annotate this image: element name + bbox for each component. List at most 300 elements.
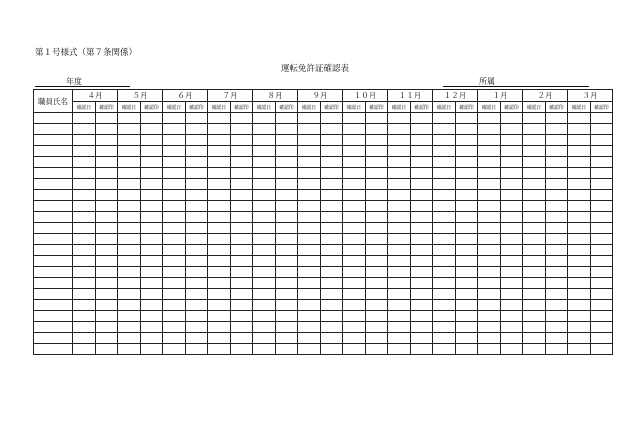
confirm-seal-cell[interactable] bbox=[590, 113, 613, 124]
confirm-seal-cell[interactable] bbox=[410, 322, 433, 333]
staff-name-cell[interactable] bbox=[34, 289, 73, 300]
confirm-seal-cell[interactable] bbox=[185, 278, 208, 289]
confirm-date-cell[interactable] bbox=[118, 146, 141, 157]
confirm-seal-cell[interactable] bbox=[365, 344, 388, 355]
confirm-date-cell[interactable] bbox=[433, 157, 456, 168]
confirm-date-cell[interactable] bbox=[523, 157, 546, 168]
confirm-seal-cell[interactable] bbox=[95, 322, 118, 333]
confirm-date-cell[interactable] bbox=[118, 234, 141, 245]
confirm-date-cell[interactable] bbox=[73, 223, 96, 234]
confirm-seal-cell[interactable] bbox=[545, 267, 568, 278]
confirm-date-cell[interactable] bbox=[73, 267, 96, 278]
staff-name-cell[interactable] bbox=[34, 234, 73, 245]
confirm-seal-cell[interactable] bbox=[140, 113, 163, 124]
confirm-date-cell[interactable] bbox=[73, 135, 96, 146]
confirm-seal-cell[interactable] bbox=[500, 344, 523, 355]
confirm-seal-cell[interactable] bbox=[545, 212, 568, 223]
confirm-date-cell[interactable] bbox=[118, 113, 141, 124]
confirm-date-cell[interactable] bbox=[568, 300, 591, 311]
confirm-date-cell[interactable] bbox=[433, 201, 456, 212]
confirm-date-cell[interactable] bbox=[208, 333, 231, 344]
confirm-seal-cell[interactable] bbox=[230, 179, 253, 190]
confirm-seal-cell[interactable] bbox=[320, 322, 343, 333]
confirm-seal-cell[interactable] bbox=[275, 157, 298, 168]
confirm-date-cell[interactable] bbox=[253, 146, 276, 157]
confirm-seal-cell[interactable] bbox=[140, 322, 163, 333]
confirm-seal-cell[interactable] bbox=[95, 234, 118, 245]
confirm-seal-cell[interactable] bbox=[320, 234, 343, 245]
confirm-seal-cell[interactable] bbox=[320, 245, 343, 256]
confirm-date-cell[interactable] bbox=[433, 300, 456, 311]
confirm-seal-cell[interactable] bbox=[275, 168, 298, 179]
confirm-seal-cell[interactable] bbox=[140, 201, 163, 212]
confirm-date-cell[interactable] bbox=[388, 223, 411, 234]
confirm-date-cell[interactable] bbox=[433, 124, 456, 135]
confirm-seal-cell[interactable] bbox=[95, 157, 118, 168]
confirm-date-cell[interactable] bbox=[253, 201, 276, 212]
confirm-date-cell[interactable] bbox=[118, 223, 141, 234]
confirm-date-cell[interactable] bbox=[73, 245, 96, 256]
confirm-date-cell[interactable] bbox=[163, 267, 186, 278]
confirm-seal-cell[interactable] bbox=[230, 234, 253, 245]
confirm-seal-cell[interactable] bbox=[320, 201, 343, 212]
confirm-date-cell[interactable] bbox=[388, 212, 411, 223]
confirm-seal-cell[interactable] bbox=[545, 278, 568, 289]
confirm-date-cell[interactable] bbox=[253, 124, 276, 135]
confirm-date-cell[interactable] bbox=[208, 201, 231, 212]
confirm-seal-cell[interactable] bbox=[500, 146, 523, 157]
confirm-date-cell[interactable] bbox=[478, 223, 501, 234]
confirm-seal-cell[interactable] bbox=[275, 311, 298, 322]
confirm-date-cell[interactable] bbox=[163, 256, 186, 267]
confirm-date-cell[interactable] bbox=[388, 311, 411, 322]
confirm-date-cell[interactable] bbox=[208, 146, 231, 157]
confirm-date-cell[interactable] bbox=[568, 190, 591, 201]
confirm-seal-cell[interactable] bbox=[185, 289, 208, 300]
confirm-date-cell[interactable] bbox=[73, 168, 96, 179]
confirm-date-cell[interactable] bbox=[253, 300, 276, 311]
confirm-seal-cell[interactable] bbox=[230, 135, 253, 146]
confirm-date-cell[interactable] bbox=[343, 124, 366, 135]
confirm-date-cell[interactable] bbox=[163, 135, 186, 146]
confirm-seal-cell[interactable] bbox=[410, 344, 433, 355]
confirm-seal-cell[interactable] bbox=[455, 124, 478, 135]
confirm-seal-cell[interactable] bbox=[140, 267, 163, 278]
confirm-date-cell[interactable] bbox=[388, 245, 411, 256]
confirm-seal-cell[interactable] bbox=[230, 223, 253, 234]
confirm-date-cell[interactable] bbox=[163, 223, 186, 234]
confirm-date-cell[interactable] bbox=[163, 168, 186, 179]
confirm-date-cell[interactable] bbox=[433, 256, 456, 267]
staff-name-cell[interactable] bbox=[34, 190, 73, 201]
confirm-seal-cell[interactable] bbox=[95, 300, 118, 311]
confirm-date-cell[interactable] bbox=[253, 267, 276, 278]
confirm-date-cell[interactable] bbox=[478, 267, 501, 278]
confirm-seal-cell[interactable] bbox=[320, 267, 343, 278]
confirm-seal-cell[interactable] bbox=[275, 344, 298, 355]
confirm-date-cell[interactable] bbox=[478, 344, 501, 355]
confirm-date-cell[interactable] bbox=[568, 146, 591, 157]
confirm-seal-cell[interactable] bbox=[140, 278, 163, 289]
confirm-date-cell[interactable] bbox=[388, 333, 411, 344]
confirm-date-cell[interactable] bbox=[523, 168, 546, 179]
confirm-seal-cell[interactable] bbox=[275, 179, 298, 190]
confirm-date-cell[interactable] bbox=[343, 201, 366, 212]
confirm-seal-cell[interactable] bbox=[320, 278, 343, 289]
confirm-seal-cell[interactable] bbox=[140, 256, 163, 267]
confirm-seal-cell[interactable] bbox=[185, 179, 208, 190]
confirm-date-cell[interactable] bbox=[298, 267, 321, 278]
confirm-seal-cell[interactable] bbox=[455, 289, 478, 300]
confirm-date-cell[interactable] bbox=[388, 124, 411, 135]
confirm-seal-cell[interactable] bbox=[365, 311, 388, 322]
confirm-date-cell[interactable] bbox=[343, 146, 366, 157]
confirm-date-cell[interactable] bbox=[343, 311, 366, 322]
confirm-date-cell[interactable] bbox=[298, 157, 321, 168]
confirm-seal-cell[interactable] bbox=[455, 245, 478, 256]
confirm-date-cell[interactable] bbox=[388, 113, 411, 124]
confirm-date-cell[interactable] bbox=[163, 190, 186, 201]
confirm-seal-cell[interactable] bbox=[275, 223, 298, 234]
confirm-date-cell[interactable] bbox=[208, 223, 231, 234]
confirm-date-cell[interactable] bbox=[523, 267, 546, 278]
confirm-date-cell[interactable] bbox=[118, 289, 141, 300]
confirm-seal-cell[interactable] bbox=[455, 135, 478, 146]
confirm-seal-cell[interactable] bbox=[365, 289, 388, 300]
confirm-seal-cell[interactable] bbox=[95, 223, 118, 234]
staff-name-cell[interactable] bbox=[34, 212, 73, 223]
confirm-seal-cell[interactable] bbox=[455, 322, 478, 333]
confirm-date-cell[interactable] bbox=[523, 245, 546, 256]
confirm-date-cell[interactable] bbox=[433, 223, 456, 234]
confirm-seal-cell[interactable] bbox=[230, 267, 253, 278]
confirm-date-cell[interactable] bbox=[208, 212, 231, 223]
confirm-date-cell[interactable] bbox=[568, 344, 591, 355]
confirm-date-cell[interactable] bbox=[433, 168, 456, 179]
confirm-seal-cell[interactable] bbox=[455, 344, 478, 355]
confirm-seal-cell[interactable] bbox=[230, 333, 253, 344]
confirm-date-cell[interactable] bbox=[208, 256, 231, 267]
confirm-seal-cell[interactable] bbox=[590, 146, 613, 157]
confirm-date-cell[interactable] bbox=[523, 289, 546, 300]
confirm-seal-cell[interactable] bbox=[545, 201, 568, 212]
confirm-date-cell[interactable] bbox=[298, 201, 321, 212]
confirm-date-cell[interactable] bbox=[523, 322, 546, 333]
confirm-date-cell[interactable] bbox=[298, 223, 321, 234]
confirm-seal-cell[interactable] bbox=[95, 311, 118, 322]
confirm-date-cell[interactable] bbox=[163, 179, 186, 190]
confirm-date-cell[interactable] bbox=[73, 333, 96, 344]
confirm-date-cell[interactable] bbox=[388, 278, 411, 289]
confirm-seal-cell[interactable] bbox=[410, 311, 433, 322]
confirm-date-cell[interactable] bbox=[343, 179, 366, 190]
confirm-date-cell[interactable] bbox=[253, 190, 276, 201]
confirm-date-cell[interactable] bbox=[478, 322, 501, 333]
confirm-seal-cell[interactable] bbox=[545, 245, 568, 256]
confirm-date-cell[interactable] bbox=[433, 278, 456, 289]
confirm-date-cell[interactable] bbox=[388, 146, 411, 157]
confirm-seal-cell[interactable] bbox=[140, 311, 163, 322]
confirm-seal-cell[interactable] bbox=[590, 333, 613, 344]
confirm-seal-cell[interactable] bbox=[275, 190, 298, 201]
confirm-date-cell[interactable] bbox=[163, 146, 186, 157]
staff-name-cell[interactable] bbox=[34, 278, 73, 289]
confirm-date-cell[interactable] bbox=[118, 135, 141, 146]
confirm-seal-cell[interactable] bbox=[455, 300, 478, 311]
confirm-date-cell[interactable] bbox=[568, 223, 591, 234]
confirm-date-cell[interactable] bbox=[433, 289, 456, 300]
confirm-date-cell[interactable] bbox=[388, 135, 411, 146]
confirm-date-cell[interactable] bbox=[343, 300, 366, 311]
confirm-date-cell[interactable] bbox=[568, 322, 591, 333]
confirm-date-cell[interactable] bbox=[298, 124, 321, 135]
confirm-date-cell[interactable] bbox=[343, 245, 366, 256]
confirm-date-cell[interactable] bbox=[523, 333, 546, 344]
confirm-seal-cell[interactable] bbox=[140, 300, 163, 311]
confirm-date-cell[interactable] bbox=[73, 300, 96, 311]
confirm-date-cell[interactable] bbox=[73, 146, 96, 157]
confirm-date-cell[interactable] bbox=[568, 289, 591, 300]
confirm-date-cell[interactable] bbox=[568, 245, 591, 256]
confirm-seal-cell[interactable] bbox=[275, 278, 298, 289]
confirm-seal-cell[interactable] bbox=[185, 212, 208, 223]
confirm-date-cell[interactable] bbox=[163, 212, 186, 223]
confirm-date-cell[interactable] bbox=[253, 245, 276, 256]
confirm-seal-cell[interactable] bbox=[365, 223, 388, 234]
confirm-date-cell[interactable] bbox=[253, 234, 276, 245]
confirm-date-cell[interactable] bbox=[568, 311, 591, 322]
confirm-date-cell[interactable] bbox=[253, 157, 276, 168]
confirm-seal-cell[interactable] bbox=[455, 278, 478, 289]
confirm-seal-cell[interactable] bbox=[230, 344, 253, 355]
confirm-date-cell[interactable] bbox=[118, 168, 141, 179]
confirm-seal-cell[interactable] bbox=[275, 289, 298, 300]
confirm-date-cell[interactable] bbox=[523, 234, 546, 245]
confirm-date-cell[interactable] bbox=[478, 234, 501, 245]
confirm-seal-cell[interactable] bbox=[590, 322, 613, 333]
confirm-seal-cell[interactable] bbox=[275, 201, 298, 212]
confirm-date-cell[interactable] bbox=[523, 212, 546, 223]
confirm-date-cell[interactable] bbox=[388, 344, 411, 355]
confirm-seal-cell[interactable] bbox=[365, 267, 388, 278]
confirm-date-cell[interactable] bbox=[433, 212, 456, 223]
confirm-date-cell[interactable] bbox=[568, 113, 591, 124]
confirm-date-cell[interactable] bbox=[118, 300, 141, 311]
confirm-seal-cell[interactable] bbox=[95, 256, 118, 267]
confirm-seal-cell[interactable] bbox=[320, 190, 343, 201]
confirm-seal-cell[interactable] bbox=[140, 124, 163, 135]
confirm-date-cell[interactable] bbox=[208, 179, 231, 190]
confirm-date-cell[interactable] bbox=[478, 256, 501, 267]
confirm-date-cell[interactable] bbox=[523, 135, 546, 146]
confirm-seal-cell[interactable] bbox=[140, 179, 163, 190]
confirm-date-cell[interactable] bbox=[208, 135, 231, 146]
confirm-date-cell[interactable] bbox=[478, 113, 501, 124]
confirm-seal-cell[interactable] bbox=[410, 300, 433, 311]
confirm-date-cell[interactable] bbox=[163, 300, 186, 311]
confirm-date-cell[interactable] bbox=[478, 300, 501, 311]
confirm-date-cell[interactable] bbox=[298, 179, 321, 190]
confirm-seal-cell[interactable] bbox=[590, 289, 613, 300]
confirm-seal-cell[interactable] bbox=[500, 311, 523, 322]
confirm-seal-cell[interactable] bbox=[320, 333, 343, 344]
confirm-date-cell[interactable] bbox=[163, 113, 186, 124]
confirm-date-cell[interactable] bbox=[298, 333, 321, 344]
confirm-seal-cell[interactable] bbox=[140, 168, 163, 179]
confirm-seal-cell[interactable] bbox=[275, 300, 298, 311]
confirm-date-cell[interactable] bbox=[208, 267, 231, 278]
confirm-seal-cell[interactable] bbox=[365, 201, 388, 212]
confirm-date-cell[interactable] bbox=[208, 234, 231, 245]
confirm-seal-cell[interactable] bbox=[365, 278, 388, 289]
staff-name-cell[interactable] bbox=[34, 124, 73, 135]
confirm-seal-cell[interactable] bbox=[500, 289, 523, 300]
confirm-date-cell[interactable] bbox=[298, 168, 321, 179]
confirm-date-cell[interactable] bbox=[208, 289, 231, 300]
confirm-seal-cell[interactable] bbox=[545, 333, 568, 344]
confirm-seal-cell[interactable] bbox=[545, 289, 568, 300]
confirm-seal-cell[interactable] bbox=[410, 245, 433, 256]
confirm-date-cell[interactable] bbox=[73, 278, 96, 289]
confirm-seal-cell[interactable] bbox=[140, 289, 163, 300]
confirm-seal-cell[interactable] bbox=[365, 113, 388, 124]
staff-name-cell[interactable] bbox=[34, 201, 73, 212]
confirm-date-cell[interactable] bbox=[388, 289, 411, 300]
confirm-seal-cell[interactable] bbox=[545, 344, 568, 355]
confirm-date-cell[interactable] bbox=[253, 168, 276, 179]
confirm-seal-cell[interactable] bbox=[545, 223, 568, 234]
confirm-date-cell[interactable] bbox=[523, 223, 546, 234]
confirm-seal-cell[interactable] bbox=[185, 322, 208, 333]
confirm-seal-cell[interactable] bbox=[365, 135, 388, 146]
confirm-seal-cell[interactable] bbox=[185, 146, 208, 157]
confirm-seal-cell[interactable] bbox=[545, 179, 568, 190]
confirm-date-cell[interactable] bbox=[388, 179, 411, 190]
confirm-seal-cell[interactable] bbox=[545, 113, 568, 124]
confirm-date-cell[interactable] bbox=[433, 322, 456, 333]
confirm-seal-cell[interactable] bbox=[95, 190, 118, 201]
confirm-seal-cell[interactable] bbox=[140, 212, 163, 223]
confirm-seal-cell[interactable] bbox=[590, 124, 613, 135]
confirm-seal-cell[interactable] bbox=[95, 113, 118, 124]
confirm-date-cell[interactable] bbox=[523, 201, 546, 212]
confirm-seal-cell[interactable] bbox=[140, 135, 163, 146]
confirm-seal-cell[interactable] bbox=[590, 201, 613, 212]
confirm-date-cell[interactable] bbox=[433, 146, 456, 157]
confirm-date-cell[interactable] bbox=[568, 201, 591, 212]
confirm-date-cell[interactable] bbox=[73, 157, 96, 168]
confirm-date-cell[interactable] bbox=[253, 344, 276, 355]
confirm-seal-cell[interactable] bbox=[410, 333, 433, 344]
confirm-seal-cell[interactable] bbox=[320, 168, 343, 179]
confirm-seal-cell[interactable] bbox=[590, 256, 613, 267]
confirm-seal-cell[interactable] bbox=[545, 322, 568, 333]
confirm-date-cell[interactable] bbox=[343, 344, 366, 355]
confirm-seal-cell[interactable] bbox=[410, 267, 433, 278]
confirm-seal-cell[interactable] bbox=[320, 300, 343, 311]
staff-name-cell[interactable] bbox=[34, 344, 73, 355]
confirm-date-cell[interactable] bbox=[568, 157, 591, 168]
confirm-seal-cell[interactable] bbox=[320, 135, 343, 146]
confirm-date-cell[interactable] bbox=[433, 190, 456, 201]
confirm-date-cell[interactable] bbox=[568, 212, 591, 223]
confirm-seal-cell[interactable] bbox=[185, 333, 208, 344]
confirm-seal-cell[interactable] bbox=[500, 113, 523, 124]
confirm-seal-cell[interactable] bbox=[95, 179, 118, 190]
confirm-seal-cell[interactable] bbox=[320, 344, 343, 355]
confirm-seal-cell[interactable] bbox=[590, 278, 613, 289]
confirm-seal-cell[interactable] bbox=[140, 234, 163, 245]
confirm-seal-cell[interactable] bbox=[320, 157, 343, 168]
confirm-seal-cell[interactable] bbox=[185, 256, 208, 267]
confirm-seal-cell[interactable] bbox=[140, 157, 163, 168]
confirm-date-cell[interactable] bbox=[568, 256, 591, 267]
confirm-seal-cell[interactable] bbox=[275, 234, 298, 245]
confirm-seal-cell[interactable] bbox=[590, 300, 613, 311]
confirm-date-cell[interactable] bbox=[478, 157, 501, 168]
confirm-seal-cell[interactable] bbox=[545, 190, 568, 201]
confirm-seal-cell[interactable] bbox=[320, 179, 343, 190]
confirm-seal-cell[interactable] bbox=[365, 179, 388, 190]
confirm-date-cell[interactable] bbox=[118, 333, 141, 344]
confirm-date-cell[interactable] bbox=[253, 289, 276, 300]
confirm-date-cell[interactable] bbox=[163, 234, 186, 245]
confirm-seal-cell[interactable] bbox=[500, 267, 523, 278]
confirm-date-cell[interactable] bbox=[298, 234, 321, 245]
confirm-seal-cell[interactable] bbox=[410, 190, 433, 201]
confirm-date-cell[interactable] bbox=[253, 135, 276, 146]
confirm-seal-cell[interactable] bbox=[545, 311, 568, 322]
confirm-date-cell[interactable] bbox=[298, 113, 321, 124]
confirm-date-cell[interactable] bbox=[118, 267, 141, 278]
confirm-seal-cell[interactable] bbox=[455, 234, 478, 245]
confirm-seal-cell[interactable] bbox=[410, 278, 433, 289]
confirm-seal-cell[interactable] bbox=[320, 113, 343, 124]
confirm-date-cell[interactable] bbox=[523, 113, 546, 124]
confirm-seal-cell[interactable] bbox=[455, 179, 478, 190]
confirm-seal-cell[interactable] bbox=[545, 124, 568, 135]
confirm-date-cell[interactable] bbox=[73, 179, 96, 190]
confirm-seal-cell[interactable] bbox=[410, 168, 433, 179]
confirm-seal-cell[interactable] bbox=[95, 278, 118, 289]
confirm-seal-cell[interactable] bbox=[500, 234, 523, 245]
confirm-seal-cell[interactable] bbox=[590, 157, 613, 168]
confirm-date-cell[interactable] bbox=[388, 168, 411, 179]
confirm-seal-cell[interactable] bbox=[500, 300, 523, 311]
confirm-seal-cell[interactable] bbox=[365, 245, 388, 256]
confirm-date-cell[interactable] bbox=[298, 322, 321, 333]
confirm-date-cell[interactable] bbox=[253, 212, 276, 223]
confirm-date-cell[interactable] bbox=[73, 311, 96, 322]
staff-name-cell[interactable] bbox=[34, 146, 73, 157]
confirm-date-cell[interactable] bbox=[73, 212, 96, 223]
confirm-date-cell[interactable] bbox=[253, 322, 276, 333]
confirm-seal-cell[interactable] bbox=[545, 146, 568, 157]
confirm-date-cell[interactable] bbox=[433, 245, 456, 256]
confirm-seal-cell[interactable] bbox=[95, 344, 118, 355]
confirm-date-cell[interactable] bbox=[118, 344, 141, 355]
confirm-date-cell[interactable] bbox=[298, 344, 321, 355]
confirm-date-cell[interactable] bbox=[163, 201, 186, 212]
confirm-seal-cell[interactable] bbox=[365, 157, 388, 168]
confirm-seal-cell[interactable] bbox=[320, 289, 343, 300]
confirm-date-cell[interactable] bbox=[73, 124, 96, 135]
confirm-seal-cell[interactable] bbox=[500, 201, 523, 212]
confirm-seal-cell[interactable] bbox=[365, 300, 388, 311]
confirm-date-cell[interactable] bbox=[478, 245, 501, 256]
confirm-date-cell[interactable] bbox=[118, 201, 141, 212]
confirm-seal-cell[interactable] bbox=[320, 212, 343, 223]
